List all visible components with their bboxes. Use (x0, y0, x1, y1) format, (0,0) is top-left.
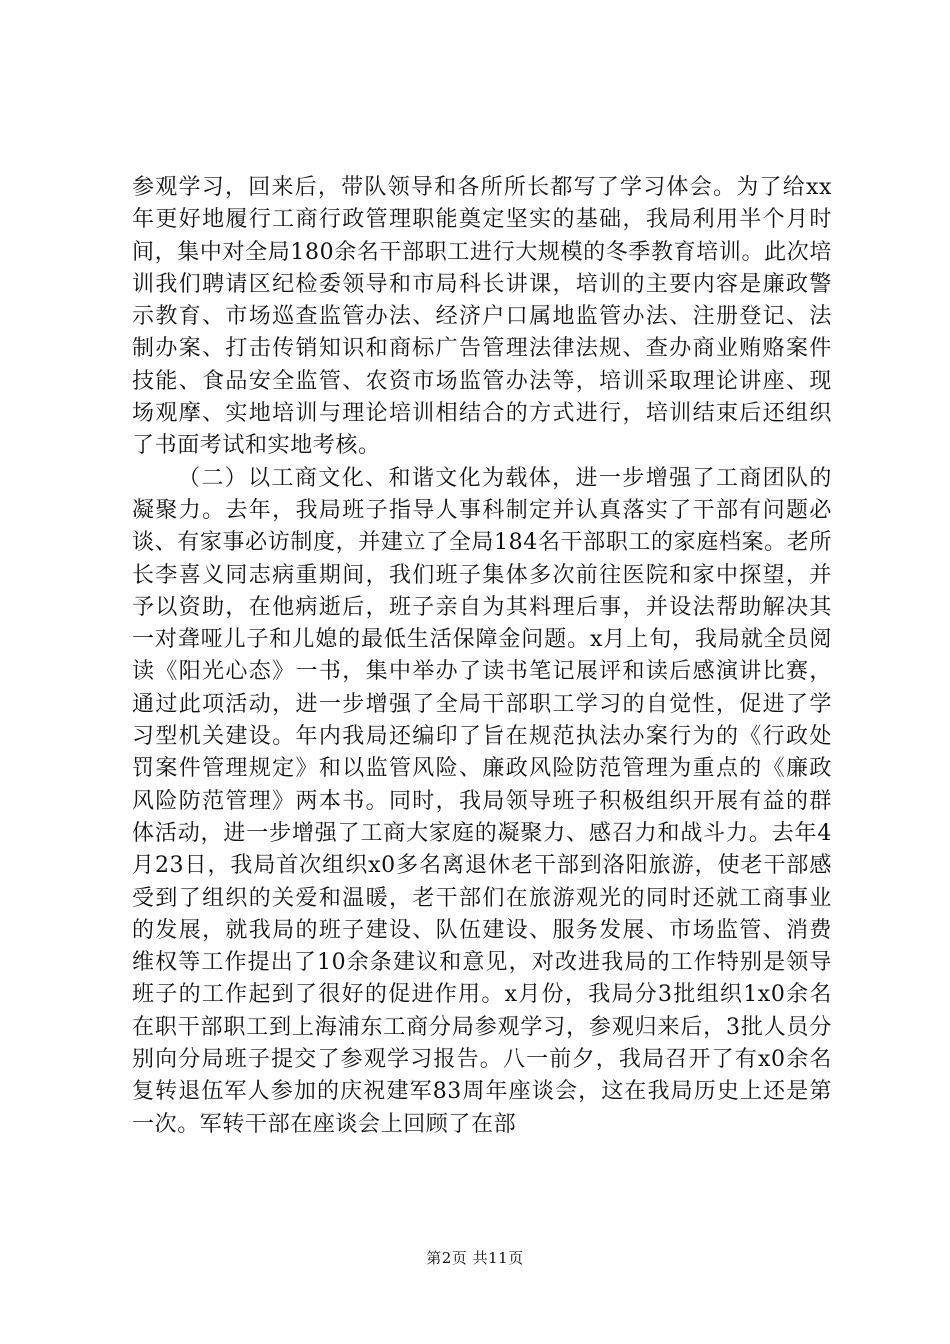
page-footer: 第2页 共11页 (426, 1249, 524, 1267)
paragraph-2: （二）以工商文化、和谐文化为载体，进一步增强了工商团队的凝聚力。去年，我局班子指导人事科制定并认真落实了干部有问题必谈、有家事必访制度，并建立了全局184名干部职工的家庭档案。老所长李喜义同志病重期间，我们班子集体多次前往医院和家中探望，并予以资助，在他病逝后，班子亲自为其料理后事，并设法帮助解决其一对聋哑儿子和儿媳的最低生活保障金问题。x月上旬，我局就全员阅读《阳光心态》一书，集中举办了读书笔记展评和读后感演讲比赛，通过此项活动，进一步增强了全局干部职工学习的自觉性，促进了学习型机关建设。年内我局还编印了旨在规范执法办案行为的《行政处罚案件管理规定》和以监管风险、廉政风险防范管理为重点的《廉政风险防范管理》两本书。同时，我局领导班子积极组织开展有益的群体活动，进一步增强了工商大家庭的凝聚力、感召力和战斗力。去年4月23日，我局首次组织x0多名离退休老干部到洛阳旅游，使老干部感受到了组织的关爱和温暖，老干部们在旅游观光的同时还就工商事业的发展，就我局的班子建设、队伍建设、服务发展、市场监管、消费维权等工作提出了10余条建议和意见，对改进我局的工作特别是领导班子的工作起到了很好的促进作用。x月份，我局分3批组织1x0余名在职干部职工到上海浦东工商分局参观学习，参观归来后，3批人员分别向分局班子提交了参观学习报告。八一前夕，我局召开了有x0余名复转退伍军人参加的庆祝建军83周年座谈会，这在我局历史上还是第一次。军转干部在座谈会上回顾了在部 (132, 465, 832, 1137)
paragraph-1: 参观学习，回来后，带队领导和各所所长都写了学习体会。为了给xx年更好地履行工商行政管理职能奠定坚实的基础，我局利用半个月时间，集中对全局180余名干部职工进行大规模的冬季教育培训。此次培训我们聘请区纪检委领导和市局科长讲课，培训的主要内容是廉政警示教育、市场巡查监管办法、经济户口属地监管办法、注册登记、法制办案、打击传销知识和商标广告管理法律法规、查办商业贿赂案件技能、食品安全监管、农资市场监管办法等，培训采取理论讲座、现场观摩、实地培训与理论培训相结合的方式进行，培训结束后还组织了书面考试和实地考核。 (132, 175, 832, 459)
document-body (132, 172, 832, 1141)
